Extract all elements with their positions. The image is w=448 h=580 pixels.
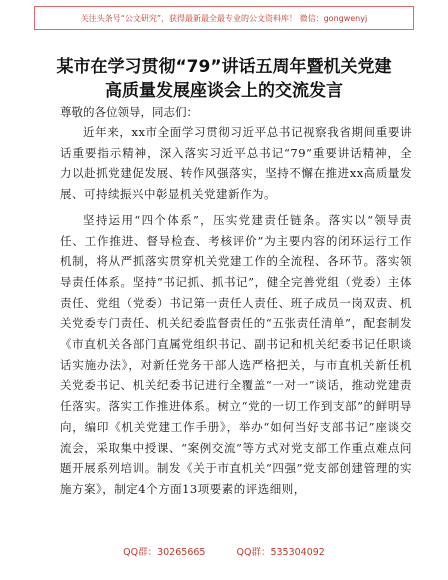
header-banner — [34, 6, 414, 30]
footer-qq-group-1: QQ群：30265665 — [123, 547, 206, 558]
paragraph-1: 近年来，xx市全面学习贯彻习近平总书记视察我省期间重要讲话重要指示精神，深入落实习近平总书记“79”重要讲话精神，全力以赴抓党建促发展、转作风强落实，坚持不懈在推进xx高质量发展、可持续振兴中彰显机关党建新作为。 — [60, 125, 412, 202]
document-title-line-1: 某市在学习贯彻“79”讲话五周年暨机关党建 — [56, 57, 392, 77]
document-title-line-2: 高质量发展座谈会上的交流发言 — [105, 81, 343, 101]
paragraph-2: 坚持运用“四个体系”，压实党建责任链条。落实以“领导责任、工作推进、督导检查、考核评价”为主要内容的闭环运行工作机制，将从严抓落实贯穿机关党建工作的全流程、各环节。落实领导责任体系。坚持“书记抓、抓书记”，健全完善党组（党委）主体责任、党组（党委）书记第一责任人责任、班子成员一岗双责、机关党委专门责任、机关纪委监督责任的“五张责任清单”，配套制发《市直机关各部门直属党组织书记、副书记和机关纪委书记任职谈话实施办法》，对新任党务干部人选严格把关，与市直机关新任机关党委书记、机关纪委书记进行全覆盖“一对一”谈话，推动党建责任落实。落实工作推进体系。树立“党的一切工作到支部”的鲜明导向，编印《机关党建工作手册》，举办“如何当好支部书记”座谈交流会，采取集中授课、“案例交流”等方式对党支部工作重点难点问题开展系列培训。制发《关于市直机关“四强”党支部创建管理的实施方案》，制定4个方面13项要素的评选细则， — [60, 212, 412, 496]
document-body — [60, 122, 412, 505]
banner-text: 关注头条号“公文研究”，获得最新最全最专业的公文资料库！ 微信：gongwenyj — [80, 13, 368, 23]
salutation: 尊敬的各位领导，同志们： — [60, 105, 198, 119]
footer-qq-group-2: QQ群：535304092 — [236, 547, 325, 558]
footer — [0, 544, 448, 558]
